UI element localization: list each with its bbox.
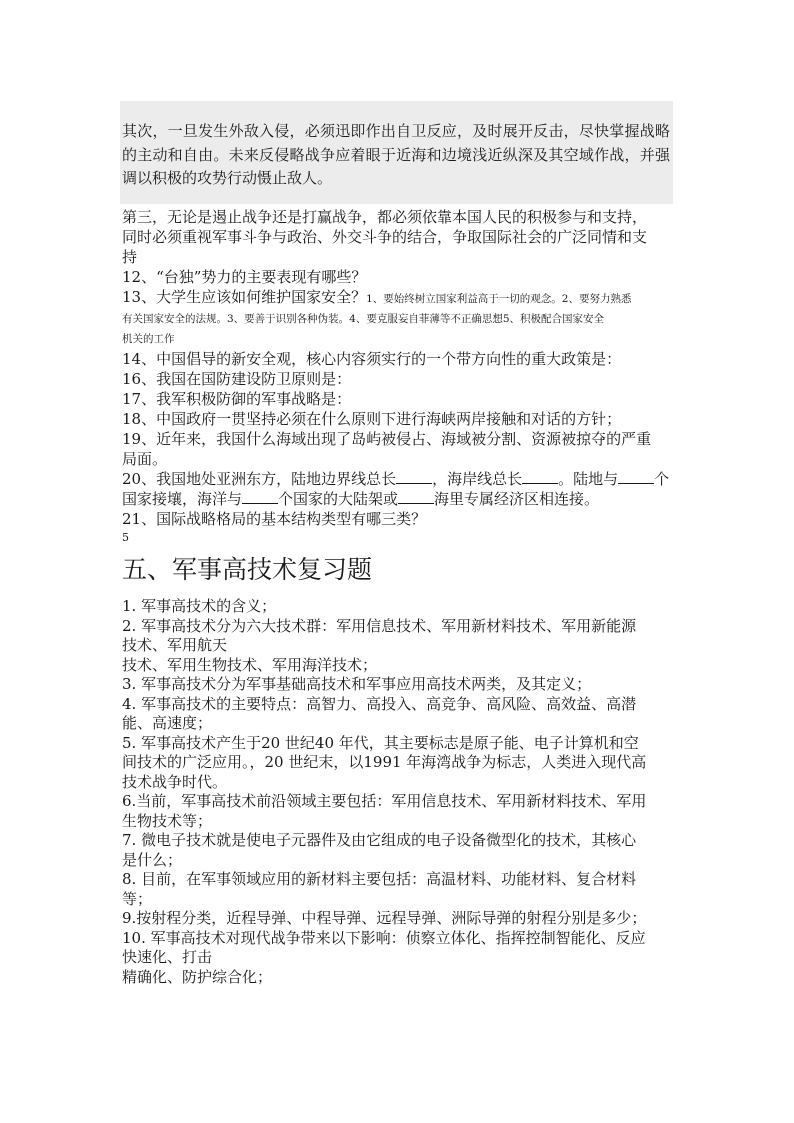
section5-line: 精确化、防护综合化； bbox=[122, 967, 273, 986]
question-14: 14、中国倡导的新安全观，核心内容须实行的一个带方向性的重大政策是： bbox=[122, 350, 622, 368]
section5-line: 3. 军事高技术分为军事基础高技术和军事应用高技术两类，及其定义； bbox=[122, 675, 592, 693]
section4-content bbox=[122, 207, 672, 987]
question-20-line-2: 国家接壤，海洋与 个国家的大陆架或 海里专属经济区相连接。 bbox=[122, 490, 600, 508]
question-13-answer-part-3: 机关的工作 bbox=[122, 333, 175, 345]
section5-list bbox=[122, 597, 672, 987]
section5-line: 等； bbox=[122, 889, 153, 908]
section5-line: 生物技术等； bbox=[122, 811, 213, 830]
section5-line: 能、高速度； bbox=[122, 714, 213, 732]
question-13-answer-part-1: 1、要始终树立国家利益高于一切的观念。2、要努力熟悉 bbox=[366, 293, 632, 305]
para-third-line-1: 第三，无论是遏止战争还是打赢战争，都必须依靠本国人民的积极参与和支持， bbox=[122, 208, 648, 226]
section5-line: 8. 目前，在军事领域应用的新材料主要包括：高温材料、功能材料、复合材料 bbox=[122, 870, 637, 888]
fill-blank bbox=[398, 489, 434, 504]
question-17: 17、我军积极防御的军事战略是： bbox=[122, 390, 352, 408]
fill-blank bbox=[396, 469, 432, 484]
section5-line: 2. 军事高技术分为六大技术群：军用信息技术、军用新材料技术、军用新能源 bbox=[122, 616, 637, 635]
section5-line: 7. 微电子技术就是使电子元器件及由它组成的电子设备微型化的技术，其核心 bbox=[122, 831, 637, 849]
question-16: 16、我国在国防建设防卫原则是： bbox=[122, 370, 352, 388]
question-19-line-2: 局面。 bbox=[122, 450, 168, 468]
question-20-line-1: 20、我国地处亚洲东方，陆地边界线总长 ，海岸线总长 。陆地与 个 bbox=[122, 470, 670, 488]
section5-line: 技术、军用航天 bbox=[122, 636, 228, 654]
section5-line: 1. 军事高技术的含义； bbox=[122, 597, 277, 615]
question-12: 12、“台独”势力的主要表现有哪些？ bbox=[122, 268, 367, 286]
fill-blank bbox=[522, 469, 558, 484]
para-third-line-3: 持 bbox=[122, 248, 138, 266]
section5-line: 5. 军事高技术产生于20 世纪40 年代，其主要标志是原子能、电子计算机和空 bbox=[122, 733, 639, 752]
fill-blank bbox=[618, 469, 654, 484]
page-number: 5 bbox=[122, 531, 129, 544]
section5-line: 间技术的广泛应用。，20 世纪末，以1991 年海湾战争为标志，人类进入现代高 bbox=[122, 753, 647, 771]
question-21: 21、国际战略格局的基本结构类型有哪三类？ bbox=[122, 510, 427, 528]
question-18: 18、中国政府一贯坚持必须在什么原则下进行海峡两岸接触和对话的方针； bbox=[122, 410, 622, 428]
fill-blank bbox=[242, 489, 278, 504]
section5-heading: 五、军事高技术复习题 bbox=[122, 555, 373, 584]
shaded-paragraph: 其次，一旦发生外敌入侵，必须迅即作出自卫反应，及时展开反击，尽快掌握战略的主动和自由。未来反侵略战争应着眼于近海和边境浅近纵深及其空域作战，并强调以积极的攻势行动慑止敌人。 bbox=[122, 122, 670, 187]
section5-line: 10. 军事高技术对现代战争带来以下影响：侦察立体化、指挥控制智能化、反应 bbox=[122, 928, 646, 947]
question-13 bbox=[122, 287, 672, 309]
section5-line: 是什么； bbox=[122, 850, 183, 869]
question-13-answer-part-2: 有关国家安全的法规。3、要善于识别各种伪装。4、要克服妄自菲薄等不正确思想5、积极配合国家安全 bbox=[122, 313, 605, 325]
section5-line: 6.当前，军事高技术前沿领域主要包括：军用信息技术、军用新材料技术、军用 bbox=[122, 792, 647, 810]
para-third-line-2: 同时必须重视军事斗争与政治、外交斗争的结合，争取国际社会的广泛同情和支 bbox=[122, 228, 648, 246]
question-19-line-1: 19、近年来，我国什么海域出现了岛屿被侵占、海域被分割、资源被掠夺的严重 bbox=[122, 430, 652, 448]
section5-line: 快速化、打击 bbox=[122, 948, 213, 966]
section5-line: 技术、军用生物技术、军用海洋技术； bbox=[122, 655, 378, 674]
section5-line: 9.按射程分类，近程导弹、中程导弹、远程导弹、洲际导弹的射程分别是多少； bbox=[122, 909, 647, 927]
section5-line: 4. 军事高技术的主要特点：高智力、高投入、高竞争、高风险、高效益、高潜 bbox=[122, 694, 637, 713]
section5-line: 技术战争时代。 bbox=[122, 772, 228, 791]
question-13-lead: 13、大学生应该如何维护国家安全？ bbox=[122, 288, 367, 306]
